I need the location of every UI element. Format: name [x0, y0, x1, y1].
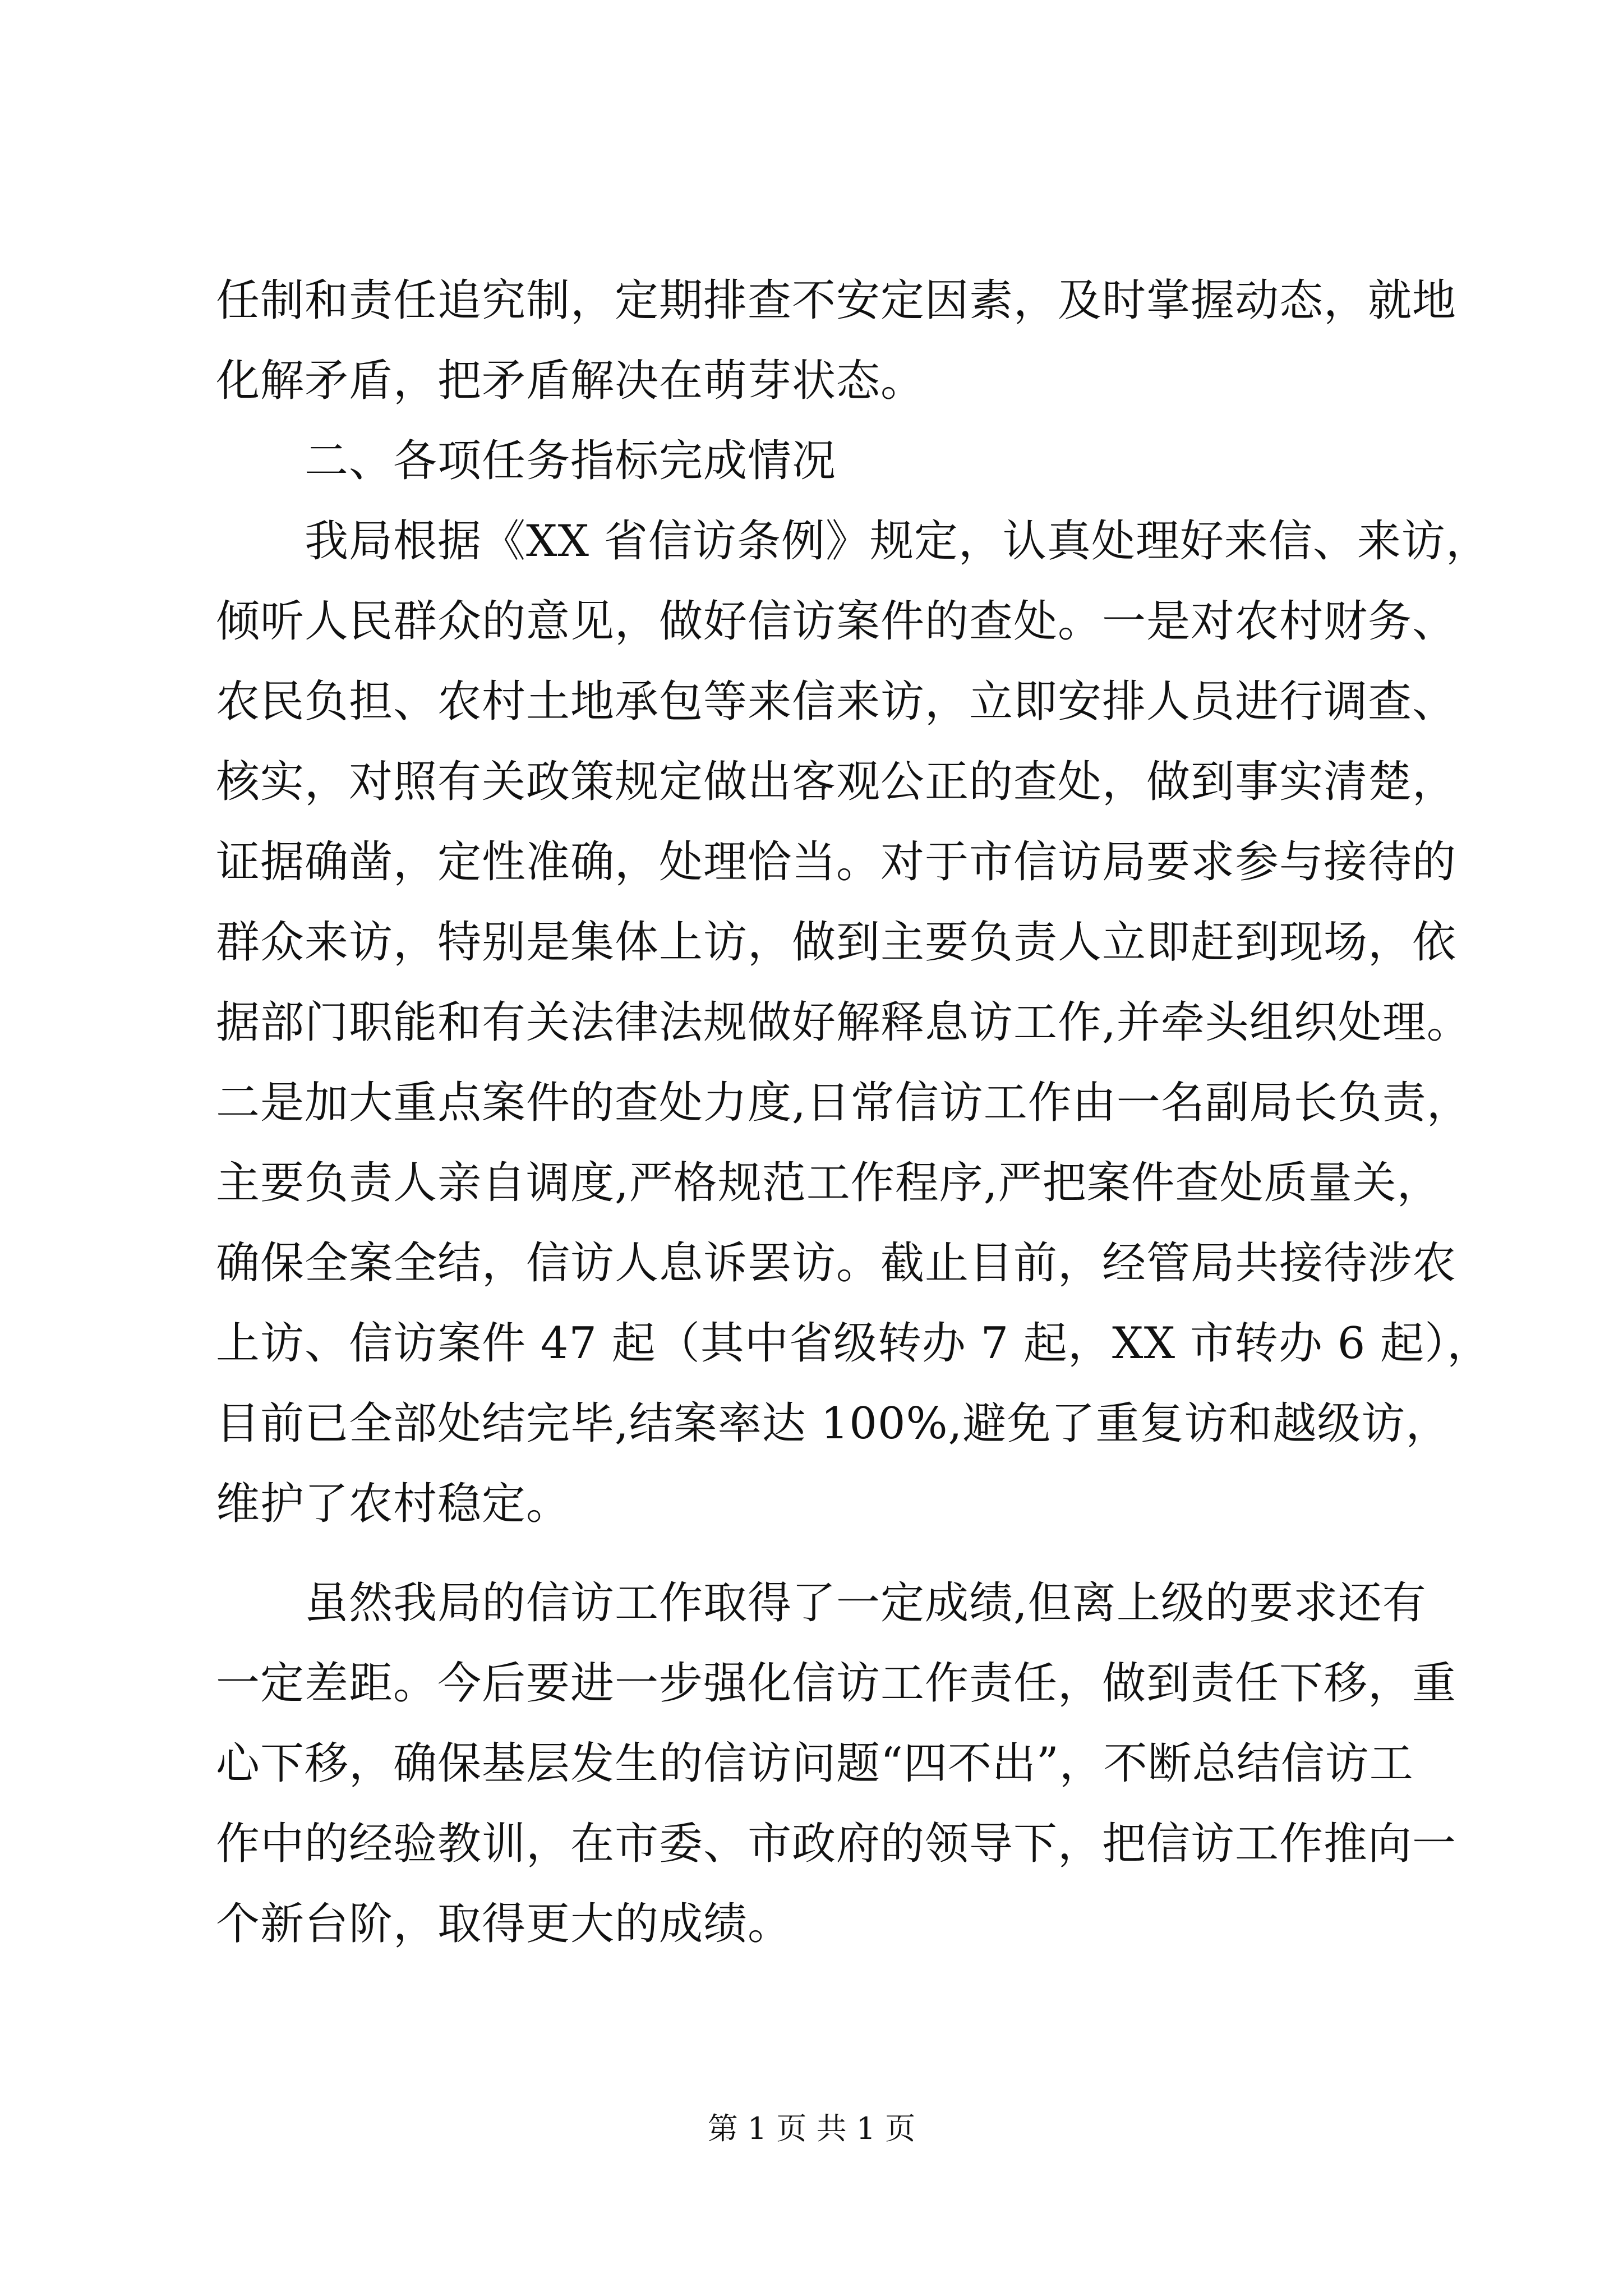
text-line: 上访、信访案件 47 起（其中省级转办 7 起，XX 市转办 6 起），	[216, 1318, 1492, 1369]
text-line: 任制和责任追究制，定期排查不安定因素，及时掌握动态，就地	[216, 275, 1457, 326]
text-line: 我局根据《XX 省信访条例》规定，认真处理好来信、来访，	[305, 516, 1490, 567]
text-line: 确保全案全结，信访人息诉罢访。截止目前，经管局共接待涉农	[216, 1238, 1457, 1289]
text-line: 群众来访，特别是集体上访，做到主要负责人立即赶到现场，依	[216, 917, 1457, 968]
paragraph-spacer	[216, 1544, 1427, 1563]
paragraph-3	[216, 1563, 1457, 1964]
text-line: 证据确凿，定性准确，处理恰当。对于市信访局要求参与接待的	[216, 837, 1457, 887]
text-line: 化解矛盾，把矛盾解决在萌芽状态。	[216, 356, 925, 406]
text-line: 目前已全部处结完毕,结案率达 100%,避免了重复访和越级访，	[216, 1398, 1450, 1449]
paragraph-1	[216, 261, 1457, 421]
document-body	[216, 261, 1492, 1964]
text-line: 一定差距。今后要进一步强化信访工作责任，做到责任下移，重	[216, 1658, 1457, 1709]
text-line: 据部门职能和有关法律法规做好解释息访工作,并牵头组织处理。	[216, 997, 1471, 1048]
text-line: 核实，对照有关政策规定做出客观公正的查处，做到事实清楚，	[216, 757, 1457, 807]
paragraph-2	[216, 501, 1492, 1544]
text-line: 农民负担、农村土地承包等来信来访，立即安排人员进行调查、	[216, 677, 1457, 727]
text-line: 维护了农村稳定。	[216, 1479, 571, 1529]
text-line: 作中的经验教训，在市委、市政府的领导下，把信访工作推向一	[216, 1819, 1457, 1869]
page-footer: 第 1 页 共 1 页	[707, 2111, 916, 2146]
text-line: 倾听人民群众的意见，做好信访案件的查处。一是对农村财务、	[216, 596, 1457, 647]
text-line: 虽然我局的信访工作取得了一定成绩,但离上级的要求还有	[305, 1578, 1427, 1628]
text-line: 个新台阶，取得更大的成绩。	[216, 1899, 792, 1949]
text-line: 二是加大重点案件的查处力度,日常信访工作由一名副局长负责，	[216, 1078, 1471, 1128]
text-line: 心下移，确保基层发生的信访问题“四不出”，不断总结信访工	[216, 1738, 1414, 1789]
text-line: 主要负责人亲自调度,严格规范工作程序,严把案件查处质量关，	[216, 1158, 1441, 1208]
section-heading: 二、各项任务指标完成情况	[305, 436, 837, 486]
